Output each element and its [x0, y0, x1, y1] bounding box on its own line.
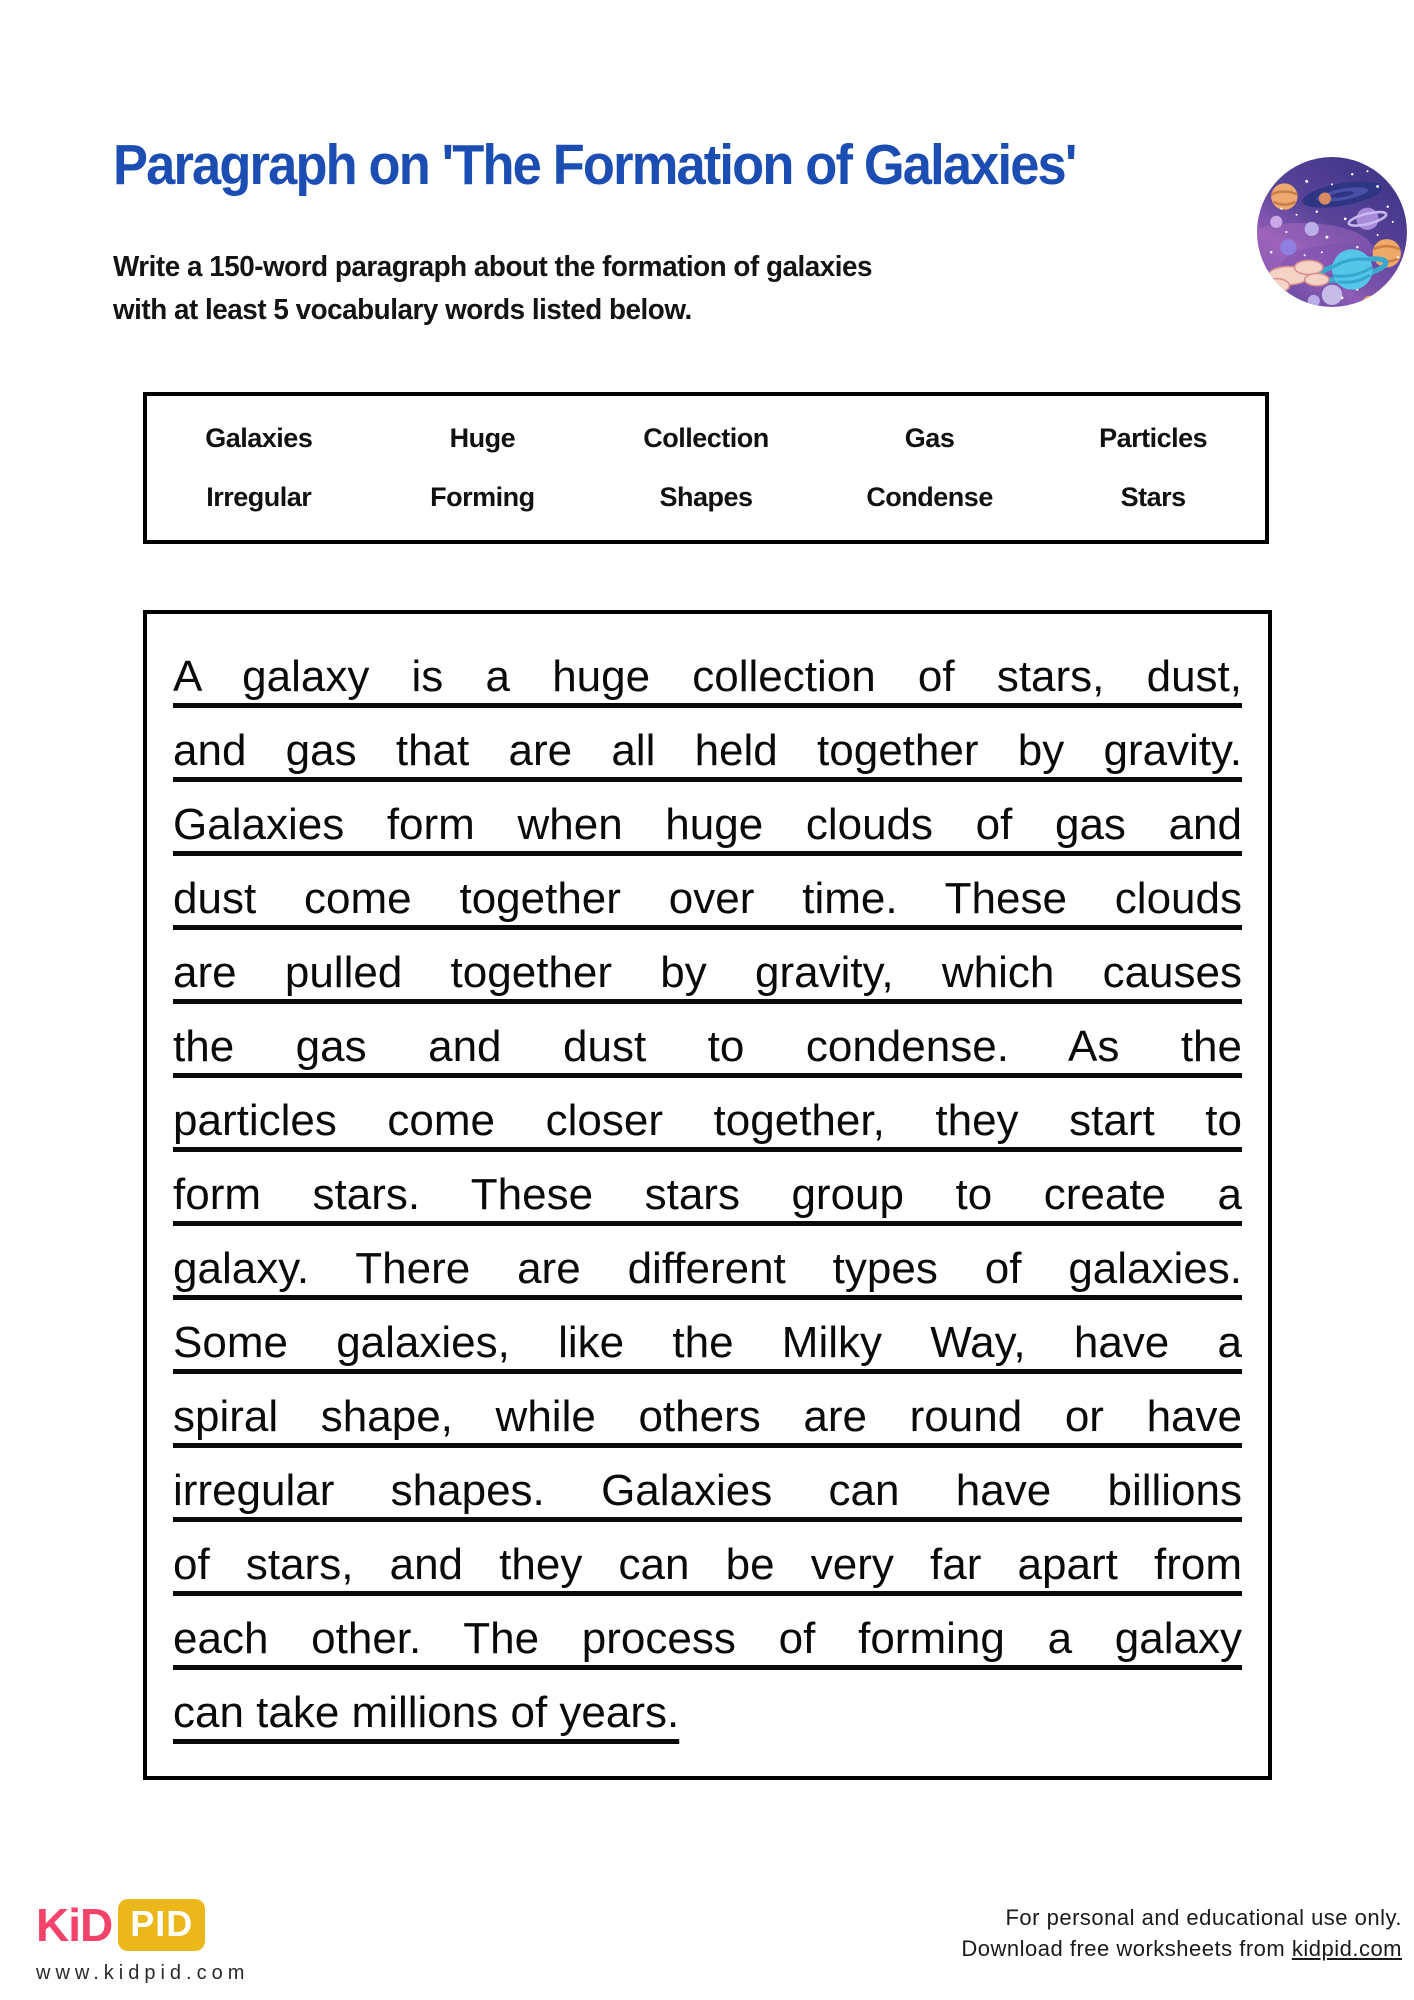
paragraph-line: the gas and dust to condense. As the — [173, 1022, 1242, 1071]
paragraph-line: Some galaxies, like the Milky Way, have a — [173, 1318, 1242, 1367]
usage-note-line1: For personal and educational use only. — [1005, 1905, 1402, 1930]
kidpid-logo — [36, 1898, 249, 1985]
paragraph-line: Galaxies form when huge clouds of gas and — [173, 800, 1242, 849]
vocab-word: Condense — [866, 481, 993, 512]
vocabulary-box — [143, 392, 1269, 544]
vocab-word: Forming — [430, 481, 535, 512]
kidpid-website-url: www.kidpid.com — [36, 1962, 250, 1984]
kidpid-brand — [36, 1898, 249, 1952]
paragraph-line: particles come closer together, they start to — [173, 1096, 1242, 1145]
usage-note-line2-text: Download free worksheets from — [961, 1936, 1292, 1961]
vocab-word: Huge — [449, 423, 516, 454]
galaxy-illustration-icon — [1256, 156, 1408, 308]
instructions — [113, 246, 872, 332]
paragraph-line: can take millions of years. — [173, 1688, 680, 1737]
usage-note-line2 — [961, 1933, 1402, 1964]
vocab-row-1 — [147, 423, 1265, 454]
vocab-word: Collection — [643, 423, 769, 454]
paragraph-answer-box — [143, 610, 1272, 1780]
paragraph-line: A galaxy is a huge collection of stars, dust, — [173, 652, 1242, 701]
instructions-line2: with at least 5 vocabulary words listed below. — [113, 294, 692, 326]
page-title: Paragraph on 'The Formation of Galaxies' — [113, 133, 1076, 197]
paragraph-line: dust come together over time. These clouds — [173, 874, 1242, 923]
paragraph-line: are pulled together by gravity, which causes — [173, 948, 1242, 997]
kidpid-brand-pid: PID — [118, 1899, 205, 1951]
vocab-word: Gas — [904, 423, 955, 454]
paragraph-line: spiral shape, while others are round or have — [173, 1392, 1242, 1441]
usage-note — [961, 1902, 1402, 1964]
vocab-word: Irregular — [206, 481, 312, 512]
paragraph-line: and gas that are all held together by gravity. — [173, 726, 1242, 775]
vocab-row-2 — [147, 482, 1265, 513]
paragraph-line: of stars, and they can be very far apart from — [173, 1540, 1242, 1589]
paragraph-line: each other. The process of forming a galaxy — [173, 1614, 1242, 1663]
vocab-word: Particles — [1099, 423, 1208, 454]
paragraph-line: irregular shapes. Galaxies can have billions — [173, 1466, 1242, 1515]
vocab-word: Stars — [1120, 481, 1186, 512]
paragraph-line: galaxy. There are different types of galaxies. — [173, 1244, 1242, 1293]
paragraph-line: form stars. These stars group to create a — [173, 1170, 1242, 1219]
kidpid-com-link[interactable]: kidpid.com — [1291, 1936, 1402, 1961]
instructions-line1: Write a 150-word paragraph about the formation of galaxies — [113, 251, 873, 283]
vocab-word: Galaxies — [205, 423, 313, 454]
kidpid-brand-kid: KiD — [36, 1899, 113, 1951]
vocab-word: Shapes — [659, 481, 753, 512]
